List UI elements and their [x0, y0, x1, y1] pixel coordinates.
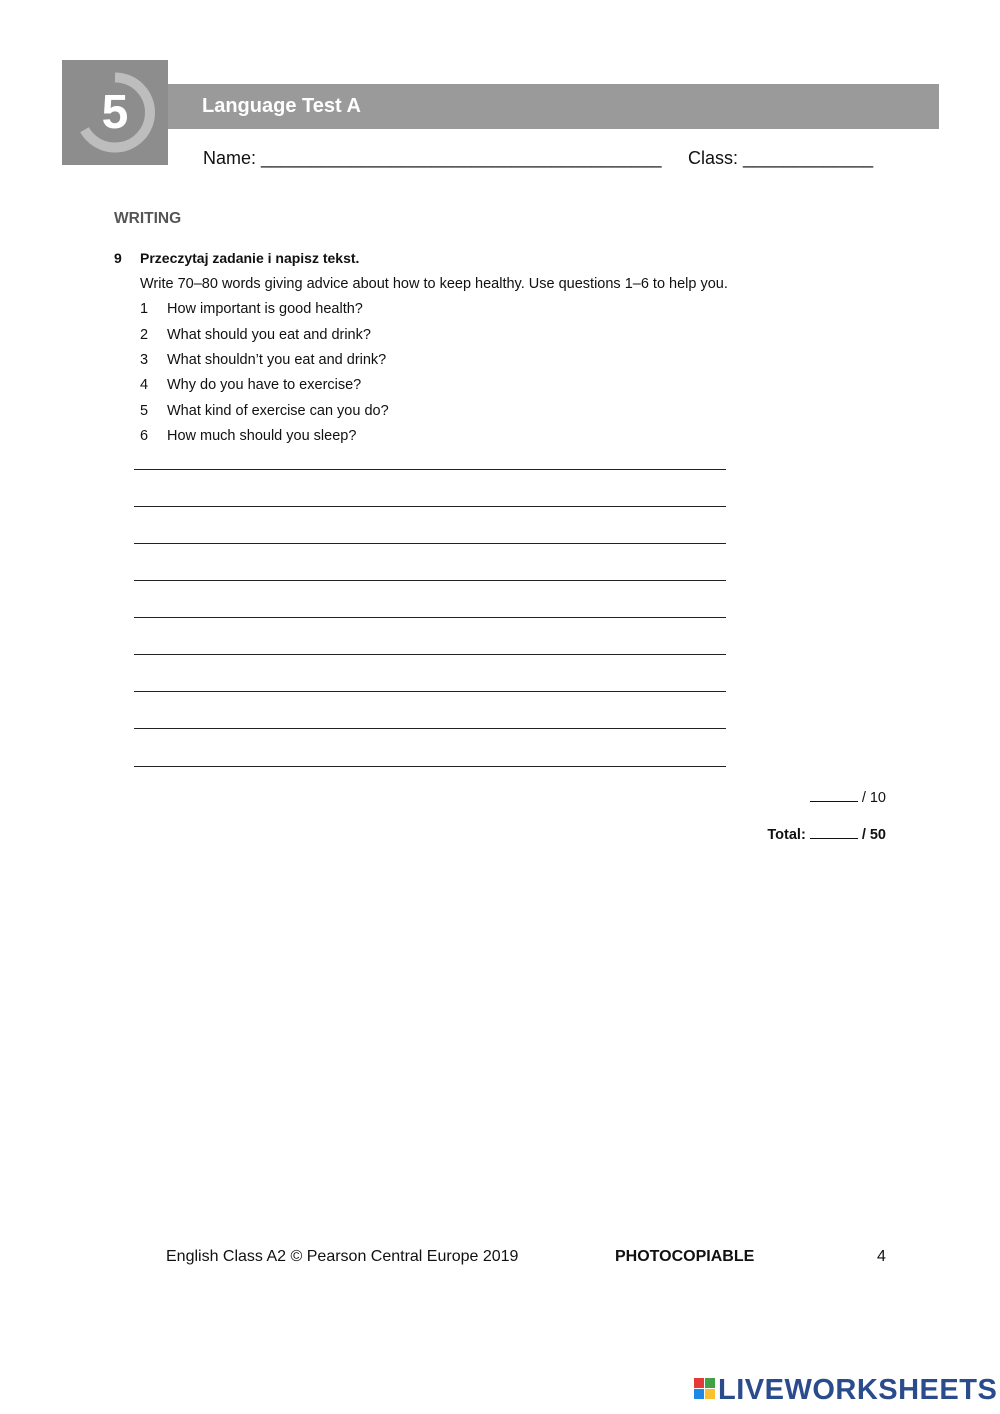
total-score [767, 826, 886, 843]
question-number: 2 [140, 327, 149, 343]
section-score [810, 789, 886, 806]
exercise-title: Przeczytaj zadanie i napisz tekst. [140, 250, 360, 266]
question-number: 3 [140, 352, 149, 368]
question-number: 6 [140, 428, 149, 444]
answer-line[interactable] [134, 766, 726, 767]
footer-photocopiable: PHOTOCOPIABLE [615, 1248, 755, 1265]
question-item [140, 301, 363, 317]
question-item [140, 403, 389, 419]
question-item [140, 377, 361, 393]
liveworksheets-logo[interactable] [694, 1374, 998, 1407]
liveworksheets-grid-icon [694, 1378, 716, 1400]
unit-number: 5 [101, 86, 129, 139]
answer-line[interactable] [134, 580, 726, 581]
class-blank[interactable]: _____________ [743, 148, 874, 168]
total-blank[interactable] [810, 826, 858, 839]
question-number: 1 [140, 301, 149, 317]
answer-line[interactable] [134, 469, 726, 470]
class-label: Class: [688, 148, 739, 168]
question-text: How much should you sleep? [167, 428, 357, 444]
exercise-instruction: Write 70–80 words giving advice about how to keep healthy. Use questions 1–6 to help you. [140, 276, 728, 292]
unit-badge [62, 60, 168, 165]
question-number: 5 [140, 403, 149, 419]
class-field[interactable] [688, 148, 873, 169]
page-title: Language Test A [202, 95, 361, 117]
question-text: What shouldn’t you eat and drink? [167, 352, 387, 368]
answer-line[interactable] [134, 691, 726, 692]
name-label: Name: [203, 148, 257, 168]
title-bar [168, 84, 939, 129]
section-title: WRITING [114, 210, 182, 227]
question-text: What should you eat and drink? [167, 327, 371, 343]
answer-line[interactable] [134, 543, 726, 544]
footer-copyright: English Class A2 © Pearson Central Europe 2019 [166, 1248, 519, 1265]
name-field[interactable] [203, 148, 661, 169]
total-score-max: / 50 [861, 827, 886, 843]
total-label: Total: [767, 827, 806, 843]
answer-line[interactable] [134, 506, 726, 507]
question-number: 4 [140, 377, 149, 393]
question-text: Why do you have to exercise? [167, 377, 362, 393]
question-item [140, 428, 356, 444]
answer-line[interactable] [134, 728, 726, 729]
name-blank[interactable]: ________________________________________ [261, 148, 662, 168]
question-item [140, 327, 371, 343]
liveworksheets-brand: LIVEWORKSHEETS [718, 1374, 998, 1406]
question-text: What kind of exercise can you do? [167, 403, 389, 419]
page-number: 4 [877, 1248, 886, 1265]
answer-line[interactable] [134, 617, 726, 618]
question-item [140, 352, 386, 368]
score-blank[interactable] [810, 789, 858, 802]
exercise-number: 9 [114, 250, 122, 266]
question-text: How important is good health? [167, 301, 363, 317]
section-score-max: / 10 [861, 790, 886, 806]
answer-line[interactable] [134, 654, 726, 655]
